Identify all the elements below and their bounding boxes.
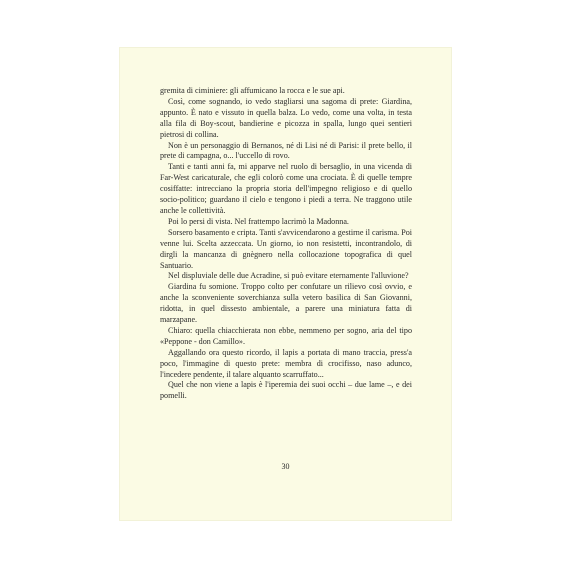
paragraph-9: Chiaro: quella chiacchierata non ebbe, nemmeno per sogno, aria del tipo «Peppone - don Camillo». bbox=[160, 325, 412, 346]
paragraph-3: Non è un personaggio di Bernanos, né di Lisi né di Parisi: il prete bello, il prete di campagna, o... l'uccello di rovo. bbox=[160, 140, 412, 161]
paragraph-11: Quel che non viene a lapis è l'iperemia dei suoi occhi – due lame –, e dei pomelli. bbox=[160, 380, 412, 401]
paragraph-4: Tanti e tanti anni fa, mi apparve nel ruolo di bersaglio, in una vicenda di Far-West caricaturale, che egli colorò come una crociata. È di quelle tempre cosiffatte: intrecciano la propria storia dell'impegno religioso e di quello socio-politico; guardano il cielo e tengono i piedi a terra. Ne traggono utile anche le collettività. bbox=[160, 162, 412, 215]
paragraph-6: Sorsero basamento e cripta. Tanti s'avvicendarono a gestirne il carisma. Poi venne lui. Scelta azzeccata. Un giorno, io non resistetti, incontrandolo, di dirgli la mancanza di gnègnero nella collocazione topografica di quel Santuario. bbox=[160, 227, 412, 270]
paragraph-5: Poi lo persi di vista. Nel frattempo lacrimò la Madonna. bbox=[168, 216, 349, 226]
paragraph-8: Giardina fu somione. Troppo colto per confutare un rilievo così ovvio, e anche la sconveniente soverchianza sulla vetero basilica di San Giovanni, ridotta, in quel dissesto ambientale, a parere una miniatura fatta di marzapane. bbox=[160, 282, 412, 325]
page-number: 30 bbox=[281, 462, 290, 471]
body-text bbox=[160, 86, 412, 402]
paragraph-10: Aggallando ora questo ricordo, il lapis a portata di mano traccia, press'a poco, l'immagine di questo prete: membra di crocifisso, naso adunco, l'incedere pendente, il talare alquanto scarruffato... bbox=[160, 347, 412, 379]
paragraph-1: gremita di ciminiere: gli affumicano la rocca e le sue api. bbox=[160, 86, 345, 95]
paragraph-2: Così, come sognando, io vedo stagliarsi una sagoma di prete: Giardina, appunto. È nato e vissuto in quella balza. Lo vedo, come una volta, in testa alla fila di Boy-scout, bandierine e picozza in spalla, lungo quei sentieri pietrosi di collina. bbox=[160, 96, 412, 139]
paragraph-7: Nel displuviale delle due Acradine, si può evitare eternamente l'alluvione? bbox=[168, 271, 409, 281]
book-page bbox=[120, 48, 451, 520]
